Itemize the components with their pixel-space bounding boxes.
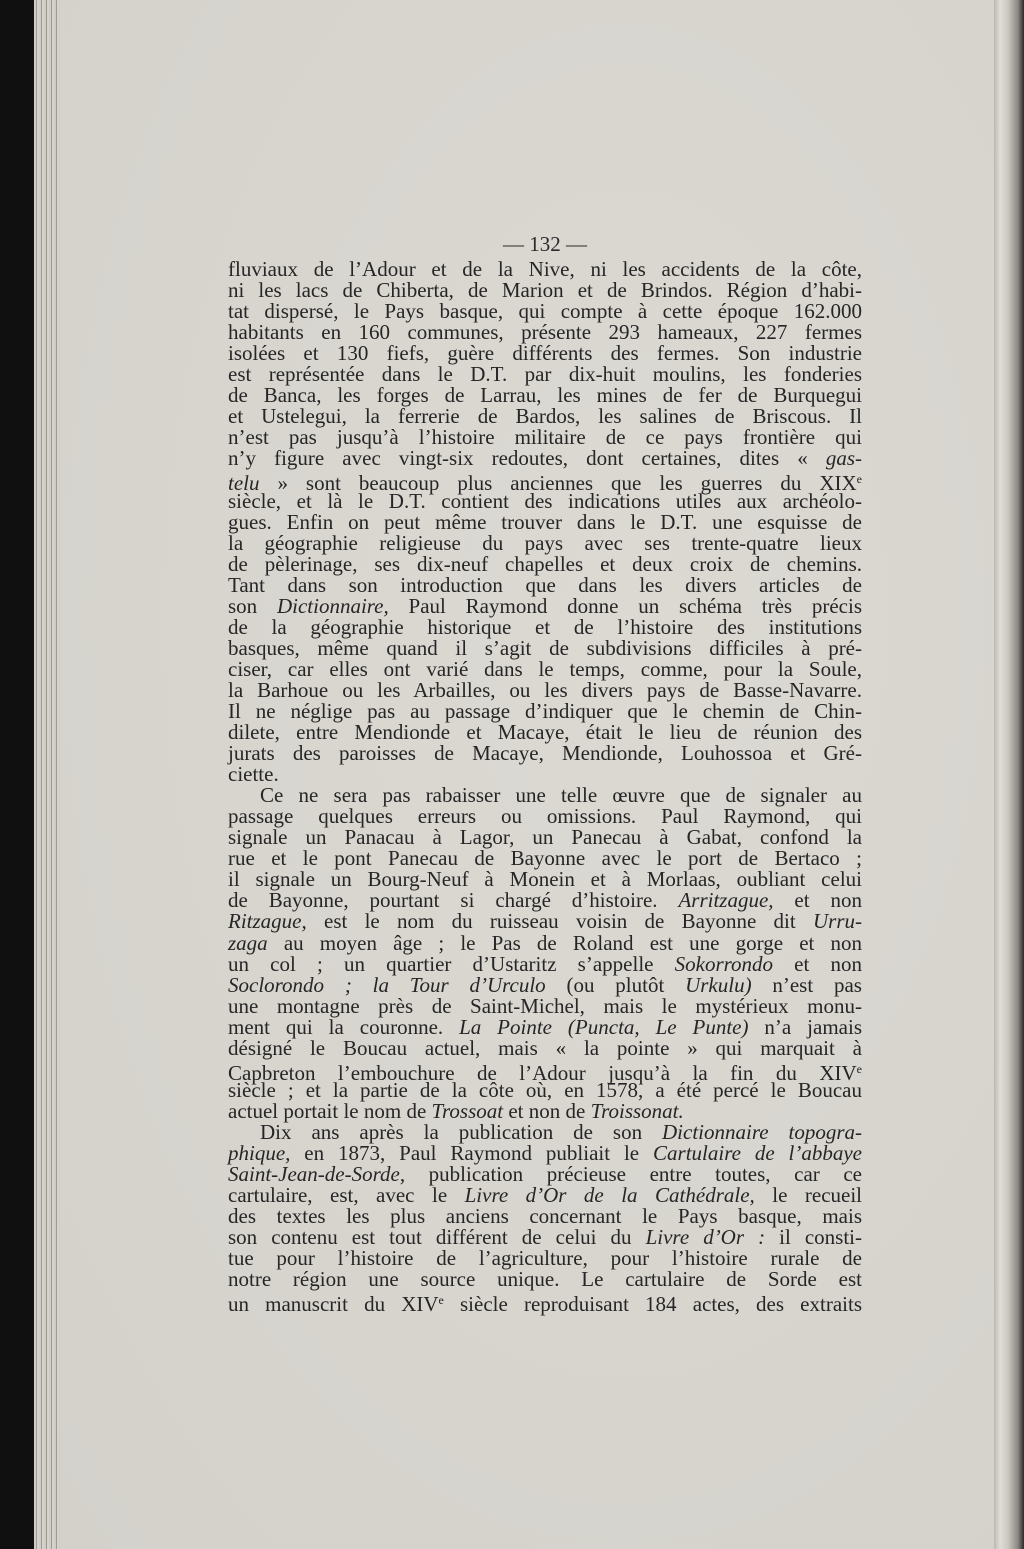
text-line: [228, 1140, 862, 1165]
text-line: [228, 1014, 862, 1039]
text-line: [228, 806, 862, 827]
italic-text: Dictionnaire topogra-: [662, 1119, 862, 1144]
text-line: [228, 656, 862, 681]
text-segment: est le nom du ruisseau voisin de Bayonne dit: [306, 909, 813, 934]
text-segment: rue et le pont Panecau de Bayonne avec le port de Bertaco ;: [228, 846, 862, 871]
text-segment: Ce ne sera pas rabaisser une telle œuvre que de signaler au: [260, 783, 862, 808]
text-segment: dilete, entre Mendionde et Macaye, était le lieu de réunion des: [228, 720, 862, 745]
text-segment: ment qui la couronne.: [228, 1014, 460, 1039]
text-segment: la géographie religieuse du pays avec ses trente-quatre lieux: [228, 530, 862, 555]
italic-text: telu: [228, 471, 260, 496]
italic-text: Livre d’Or :: [645, 1225, 766, 1250]
text-segment: de la géographie historique et de l’histoire des institutions: [228, 614, 862, 639]
italic-text: La Pointe (Puncta, Le Punte): [459, 1014, 749, 1039]
text-segment: jurats des paroisses de Macaye, Mendionde, Louhossoa et Gré-: [228, 741, 862, 766]
text-segment: et non: [773, 951, 862, 976]
text-segment: isolées et 130 fiefs, guère différents des fermes. Son industrie: [228, 341, 862, 366]
italic-text: Soclorondo ; la Tour d’Urculo: [228, 972, 546, 997]
text-segment: (ou plutôt: [545, 972, 686, 997]
italic-text: Arritzague,: [678, 888, 774, 913]
text-segment: siècle ; et la partie de la côte où, en 1578, a été percé le Boucau: [228, 1077, 862, 1102]
text-segment: cartulaire, est, avec le: [228, 1183, 465, 1208]
text-segment: passage quelques erreurs ou omissions. Paul Raymond, qui: [228, 804, 862, 829]
text-segment: la Barhoue ou les Arbailles, ou les divers pays de Basse-Navarre.: [228, 677, 862, 702]
text-segment: il consti-: [765, 1225, 863, 1250]
text-segment: Dix ans après la publication de son: [260, 1119, 663, 1144]
text-line: [228, 911, 862, 932]
text-segment: n’a jamais: [748, 1014, 862, 1039]
text-line: [228, 530, 862, 555]
text-line: [228, 259, 862, 280]
text-line: [228, 280, 862, 301]
text-segment: il signale un Bourg-Neuf à Monein et à Morlaas, oubliant celui: [228, 867, 862, 892]
text-segment: signale un Panacau à Lagor, un Panecau à Gabat, confond la: [228, 825, 862, 850]
text-segment: siècle reproduisant 184 actes, des extraits: [443, 1292, 862, 1317]
italic-text: gas-: [825, 446, 862, 471]
text-segment: actuel portait le nom de: [228, 1098, 432, 1123]
text-line: [228, 572, 862, 597]
text-line: [228, 448, 862, 469]
text-segment: Tant dans son introduction que dans les divers articles de: [228, 572, 862, 597]
text-line: [228, 593, 862, 618]
text-line: [228, 406, 862, 427]
text-line: [228, 993, 862, 1018]
text-line: [228, 869, 862, 890]
text-segment: est représentée dans le D.T. par dix-huit moulins, les fonderies: [228, 362, 862, 387]
text-segment: publication précieuse entre toutes, car ce: [405, 1162, 862, 1187]
text-segment: gues. Enfin on peut même trouver dans le D.T. une esquisse de: [228, 509, 862, 534]
italic-text: Trossoat: [431, 1098, 504, 1123]
text-segment: au moyen âge ; le Pas de Roland est une gorge et non: [267, 930, 862, 955]
text-line: [228, 1185, 862, 1206]
text-segment: des textes les plus anciens concernant le Pays basque, mais: [228, 1204, 862, 1229]
text-line: [228, 722, 862, 743]
text-line: [228, 1164, 862, 1185]
italic-text: Urkulu): [685, 972, 752, 997]
italic-text: Urru-: [812, 909, 862, 934]
text-segment: Capbreton l’embouchure de l’Adour jusqu’à la fin du XIV: [228, 1060, 857, 1085]
text-segment: désigné le Boucau actuel, mais « la pointe » qui marquait à: [228, 1035, 862, 1060]
text-segment: et non de: [503, 1098, 591, 1123]
body-text: [228, 257, 863, 1317]
text-line: [228, 322, 862, 343]
text-line: [228, 743, 862, 764]
italic-text: zaga: [228, 930, 268, 955]
text-line: [228, 469, 862, 496]
text-segment: n’y figure avec vingt-six redoutes, dont certaines, dites «: [228, 446, 826, 471]
text-segment: une montagne près de Saint-Michel, mais le mystérieux monu-: [228, 993, 862, 1018]
paragraph: [228, 1119, 863, 1317]
text-segment: son: [228, 593, 277, 618]
text-line: [228, 1290, 862, 1317]
text-segment: notre région une source unique. Le cartulaire de Sorde est: [228, 1267, 862, 1292]
text-line: [228, 1248, 862, 1269]
text-line: [228, 951, 862, 976]
text-line: [228, 1227, 862, 1248]
text-line: [228, 698, 862, 723]
italic-text: Saint-Jean-de-Sorde,: [228, 1162, 406, 1187]
italic-text: Dictionnaire,: [276, 593, 389, 618]
text-line: [228, 427, 862, 448]
text-line: [228, 343, 862, 364]
text-segment: n’est pas: [751, 972, 862, 997]
superscript: e: [856, 1061, 862, 1076]
text-segment: de Bayonne, pourtant si chargé d’histoire.: [228, 888, 679, 913]
paragraph: [228, 785, 862, 1122]
text-segment: et Ustelegui, la ferrerie de Bardos, les salines de Briscous. Il: [228, 404, 862, 429]
text-line: [228, 785, 862, 806]
text-line: [228, 1035, 862, 1060]
text-line: [228, 972, 862, 997]
text-line: [228, 827, 862, 848]
text-segment: basques, même quand il s’agit de subdivisions difficiles à pré-: [228, 635, 862, 660]
text-segment: » sont beaucoup plus anciennes que les guerres du XIX: [259, 471, 857, 496]
italic-text: phique,: [228, 1140, 291, 1165]
text-line: [228, 1059, 862, 1085]
text-segment: Paul Raymond donne un schéma très précis: [388, 593, 862, 618]
text-segment: en 1873, Paul Raymond publiait le: [290, 1140, 654, 1165]
text-segment: de Banca, les forges de Larrau, les mines de fer de Burquegui: [228, 383, 862, 408]
text-line: [228, 1119, 862, 1144]
text-segment: ciser, car elles ont varié dans le temps, comme, pour la Soule,: [228, 656, 862, 681]
text-line: [228, 1077, 862, 1102]
text-line: [228, 890, 862, 911]
italic-text: Livre d’Or de la Cathédrale,: [464, 1183, 755, 1208]
text-line: [228, 385, 862, 406]
text-line: [228, 930, 862, 955]
italic-text: Sokorrondo: [674, 951, 774, 976]
italic-text: Ritzague,: [228, 909, 307, 934]
text-line: [228, 488, 862, 513]
text-line: [228, 301, 862, 322]
text-line: [228, 1098, 862, 1123]
italic-text: Cartulaire de l’abbaye: [653, 1140, 862, 1165]
text-segment: un col ; un quartier d’Ustaritz s’appelle: [228, 951, 675, 976]
text-segment: fluviaux de l’Adour et de la Nive, ni les accidents de la côte,: [228, 257, 862, 281]
text-segment: Il ne néglige pas au passage d’indiquer que le chemin de Chin-: [228, 698, 862, 723]
text-segment: un manuscrit du XIV: [228, 1292, 439, 1317]
text-segment: siècle, et là le D.T. contient des indications utiles aux archéolo-: [228, 488, 862, 513]
text-segment: tue pour l’histoire de l’agriculture, pour l’histoire rurale de: [228, 1246, 862, 1271]
text-segment: n’est pas jusqu’à l’histoire militaire de ce pays frontière qui: [228, 425, 862, 450]
superscript: e: [856, 472, 862, 487]
text-segment: de pèlerinage, ses dix-neuf chapelles et deux croix de chemins.: [228, 551, 862, 576]
text-segment: ciette.: [228, 762, 279, 787]
text-segment: et non: [773, 888, 862, 913]
page-number: — 132 —: [503, 232, 587, 256]
text-line: [228, 1206, 862, 1227]
paragraph: [228, 259, 862, 785]
text-line: [228, 635, 862, 660]
text-line: [228, 1269, 862, 1290]
text-line: [228, 848, 862, 869]
italic-text: Troissonat.: [590, 1098, 684, 1123]
text-line: [228, 509, 862, 534]
text-segment: tat dispersé, le Pays basque, qui compte à cette époque 162.000: [228, 299, 862, 324]
text-line: [228, 614, 862, 639]
text-segment: habitants en 160 communes, présente 293 hameaux, 227 fermes: [228, 320, 862, 345]
text-line: [228, 551, 862, 576]
text-segment: ni les lacs de Chiberta, de Marion et de Brindos. Région d’habi-: [228, 278, 862, 303]
text-segment: son contenu est tout différent de celui du: [228, 1225, 646, 1250]
text-line: [228, 764, 862, 785]
superscript: e: [438, 1293, 444, 1308]
text-segment: le recueil: [754, 1183, 863, 1208]
text-line: [228, 677, 862, 702]
text-line: [228, 364, 862, 385]
